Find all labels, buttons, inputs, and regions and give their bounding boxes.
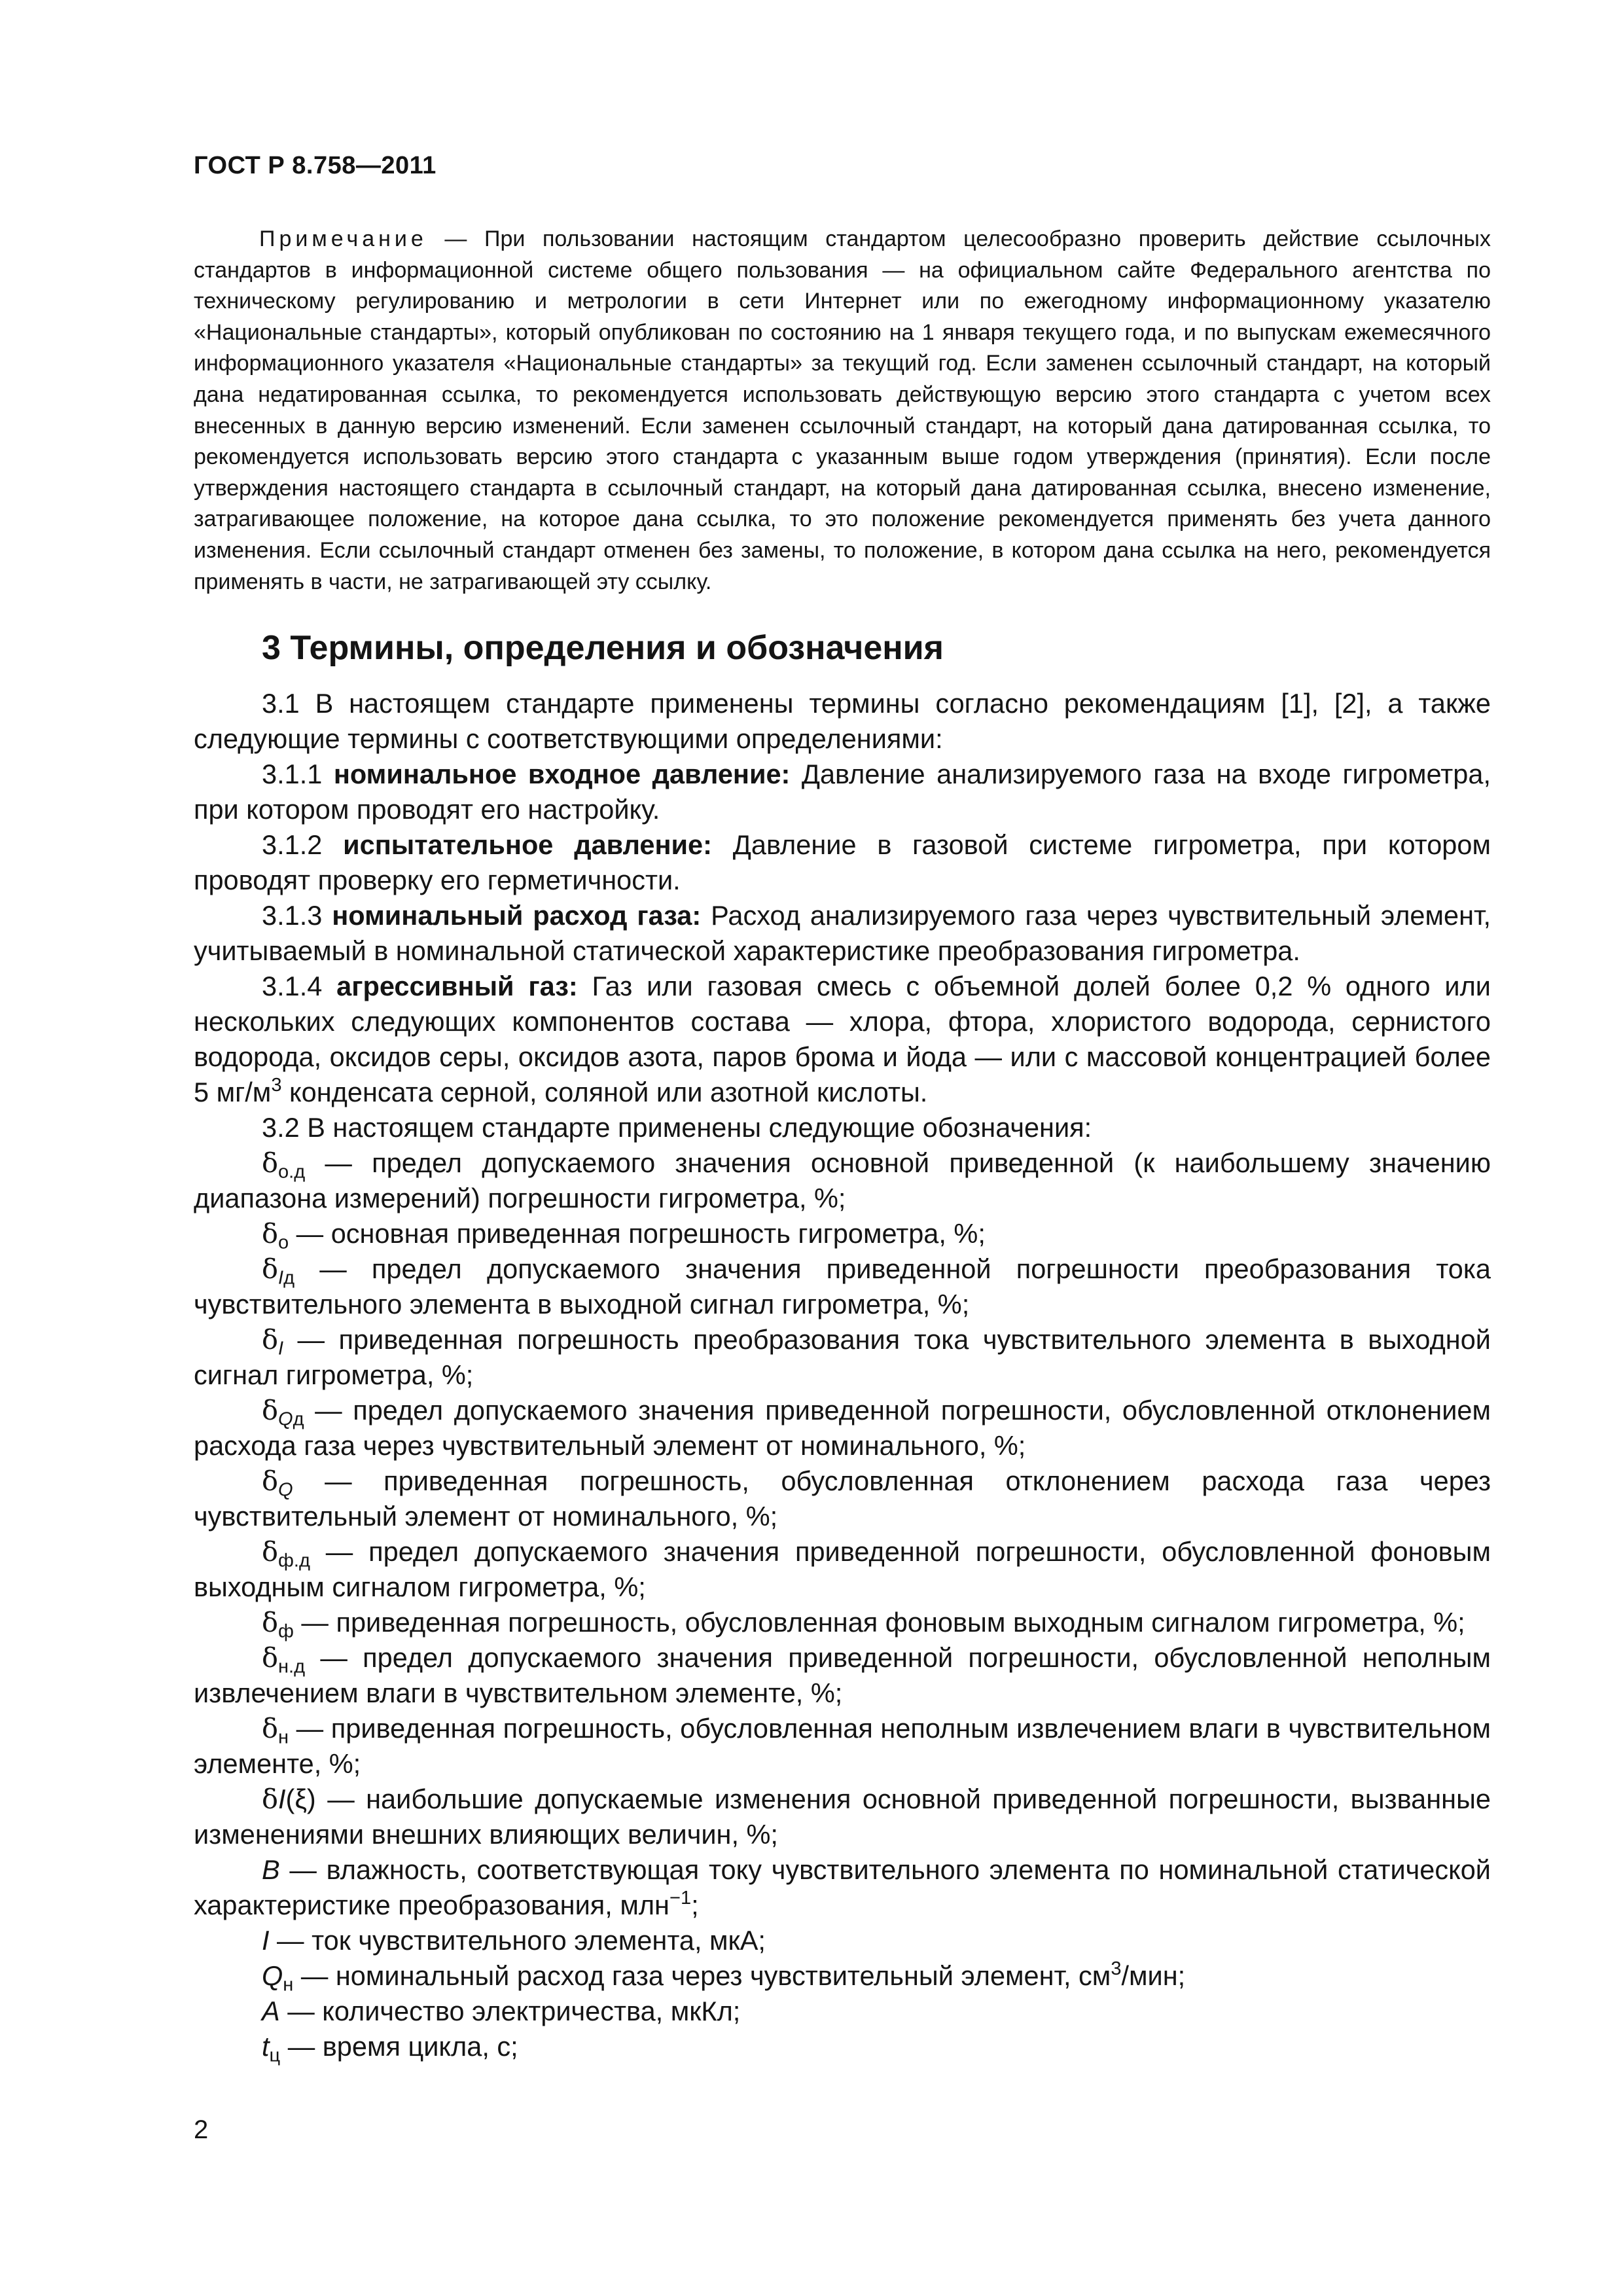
term-number: 3.1.3 (262, 900, 332, 931)
note-label: Примечание (259, 226, 427, 251)
term-name: испытательное давление: (343, 829, 712, 860)
symbol-subscript: н.д (278, 1656, 306, 1677)
symbol-entry (194, 1534, 1491, 1605)
symbol-subscript: о (278, 1232, 289, 1253)
symbol: δ (262, 1712, 278, 1744)
symbol-definition: — ток чувствительного элемента, мкА; (269, 1925, 766, 1956)
symbol-italic-part: I (278, 1784, 286, 1814)
subscript-text: д (283, 1267, 295, 1289)
clause-3-2: 3.2 В настоящем стандарте применены следующие обозначения: (262, 1112, 1092, 1143)
symbol-subscript: ф (278, 1621, 294, 1642)
symbol-definition: — приведенная погрешность преобразования тока чувствительного элемента в выходной сигнал гигрометра, %; (194, 1324, 1491, 1390)
symbol-definition: — приведенная погрешность, обусловленная отклонением расхода газа через чувствительный элемент от номинального, %; (194, 1465, 1491, 1532)
term-definition: Расход анализируемого газа через чувствительный элемент, учитываемый в номинальной статической характеристике преобразования гигрометра. (194, 900, 1491, 966)
symbol: δ (262, 1217, 278, 1249)
symbol-definition: — основная приведенная погрешность гигрометра, %; (289, 1218, 986, 1249)
term-3-1-4 (194, 969, 1491, 1110)
symbol-definition: — предел допускаемого значения основной приведенной (к наибольшему значению диапазона измерений) погрешности гигрометра, %; (194, 1147, 1491, 1213)
term-number: 3.1.1 (262, 759, 334, 789)
term-definition: Газ или газовая смесь с объемной долей более 0,2 % одного или нескольких следующих компонентов состава — хлора, фтора, хлористого водорода, сернистого водорода, оксидов серы, оксидов азота, паров брома и йода — или с массовой концентрацией более 5 мг/м (194, 971, 1491, 1107)
symbol: δ (262, 1465, 278, 1497)
symbol: δ (262, 1147, 278, 1179)
subscript-italic: I (278, 1267, 284, 1289)
symbol: δ (262, 1535, 278, 1568)
symbol-entry (194, 1251, 1491, 1322)
symbol-definition: — предел допускаемого значения приведенной погрешности, обусловленной фоновым выходным сигналом гигрометра, %; (194, 1536, 1491, 1602)
subscript-text: д (293, 1408, 304, 1430)
term-definition-end: конденсата серной, соляной или азотной кислоты. (281, 1077, 928, 1107)
symbol: δ (262, 1641, 278, 1674)
term-3-1-1 (194, 757, 1491, 827)
symbol-definition-end: ; (691, 1890, 699, 1920)
term-number: 3.1.2 (262, 829, 344, 860)
note-paragraph (194, 224, 1491, 598)
symbol-entry (194, 1852, 1491, 1923)
symbol-entry (194, 1463, 1491, 1534)
symbol-entry (194, 1605, 1491, 1640)
symbol: Q (262, 1960, 283, 1991)
symbol-definition: — время цикла, с; (280, 2031, 518, 2062)
term-3-1-2 (194, 827, 1491, 898)
symbol-subscript: I (278, 1338, 284, 1359)
symbol-definition: — влажность, соответствующая току чувствительного элемента по номинальной статической характеристике преобразования, млн (194, 1854, 1491, 1920)
symbol-definition: — предел допускаемого значения приведенной погрешности преобразования тока чувствительного элемента в выходной сигнал гигрометра, %; (194, 1253, 1491, 1319)
symbol-subscript: н (283, 1974, 294, 1996)
term-3-1-3 (194, 898, 1491, 969)
symbol: δ (262, 1606, 278, 1638)
symbol-entry (194, 1782, 1491, 1852)
symbol: δ (262, 1253, 278, 1285)
term-name: агрессивный газ: (336, 971, 578, 1001)
symbol-definition: — предел допускаемого значения приведенной погрешности, обусловленной отклонением расхода газа через чувствительный элемент от номинального, %; (194, 1395, 1491, 1461)
symbol-entry (194, 1958, 1491, 1994)
section-title: 3 Термины, определения и обозначения (262, 629, 944, 667)
symbol-entry (194, 1640, 1491, 1711)
symbol-subscript: ц (269, 2045, 281, 2066)
term-name: номинальное входное давление: (333, 759, 791, 789)
symbol-subscript (278, 1409, 304, 1430)
superscript: 3 (1111, 1958, 1122, 1980)
symbol-entry (194, 1994, 1491, 2029)
page-number: 2 (194, 2115, 209, 2144)
symbol-subscript: Q (278, 1479, 293, 1501)
section-body (194, 686, 1491, 2064)
superscript: 3 (271, 1075, 282, 1096)
clause-3-1: 3.1 В настоящем стандарте применены термины согласно рекомендациям [1], [2], а также следующие термины с соответствующими определениями: (194, 688, 1491, 754)
symbol-argument: (ξ) (285, 1784, 316, 1814)
symbol-entry (194, 1145, 1491, 1216)
note-text: — При пользовании настоящим стандартом целесообразно проверить действие ссылочных стандартов в информационной системе общего пользования — на официальном сайте Федерального агентства по техническому регулированию и метрологии в сети Интернет или по ежегодному информационному указателю «Национальные стандарты», который опубликован по состоянию на 1 января текущего года, и по выпускам ежемесячного информационного указателя «Национальные стандарты» за текущий год. Если заменен ссылочный стандарт, на который дана недатированная ссылка, то рекомендуется использовать действующую версию этого стандарта с учетом всех внесенных в данную версию изменений. Если заменен ссылочный стандарт, на который дана датированная ссылка, то рекомендуется использовать версию этого стандарта с указанным выше годом утверждения (принятия). Если после утверждения настоящего стандарта в ссылочный стандарт, на который дана датированная ссылка, внесено изменение, затрагивающее положение, на которое дана ссылка, то это положение рекомендуется применять без учета данного изменения. Если ссылочный стандарт отменен без замены, то положение, в котором дана ссылка на него, рекомендуется применять в части, не затрагивающей эту ссылку. (194, 226, 1491, 594)
symbol-entry (194, 1711, 1491, 1782)
symbol-entry (194, 1393, 1491, 1463)
term-definition: Давление анализируемого газа на входе гигрометра, при котором проводят его настройку. (194, 759, 1491, 825)
symbol-entry (194, 1923, 1491, 1958)
symbol-subscript: о.д (278, 1161, 306, 1183)
symbol: В (262, 1854, 280, 1885)
superscript: −1 (669, 1888, 692, 1909)
symbol-entry (194, 2029, 1491, 2064)
subscript-italic: Q (278, 1408, 293, 1430)
symbol: δ (262, 1394, 278, 1426)
symbol-definition-end: /мин; (1121, 1960, 1186, 1991)
symbol: А (262, 1996, 280, 2026)
symbol-subscript: н (278, 1727, 289, 1748)
symbol-definition: — номинальный расход газа через чувствительный элемент, см (293, 1960, 1111, 1991)
symbol: δ (262, 1323, 278, 1355)
reference-note (194, 224, 1491, 598)
symbol-definition: — предел допускаемого значения приведенной погрешности, обусловленной неполным извлечением влаги в чувствительном элементе, %; (194, 1642, 1491, 1708)
symbol-definition: — приведенная погрешность, обусловленная фоновым выходным сигналом гигрометра, %; (293, 1607, 1465, 1638)
symbol-definition: — наибольшие допускаемые изменения основной приведенной погрешности, вызванные изменениями внешних влияющих величин, %; (194, 1784, 1491, 1850)
symbol: t (262, 2031, 270, 2062)
symbol-definition: — количество электричества, мкКл; (279, 1996, 741, 2026)
symbol-subscript (278, 1268, 294, 1289)
document-header: ГОСТ Р 8.758—2011 (194, 152, 437, 179)
symbol: I (262, 1925, 270, 1956)
term-definition: Давление в газовой системе гигрометра, при котором проводят проверку его герметичности. (194, 829, 1491, 895)
symbol-subscript: ф.д (278, 1550, 310, 1571)
symbol-entry (194, 1216, 1491, 1251)
symbol-entry (194, 1322, 1491, 1393)
symbol-definition: — приведенная погрешность, обусловленная неполным извлечением влаги в чувствительном элементе, %; (194, 1713, 1491, 1779)
term-name: номинальный расход газа: (332, 900, 702, 931)
term-number: 3.1.4 (262, 971, 337, 1001)
symbol: δ (262, 1783, 278, 1815)
